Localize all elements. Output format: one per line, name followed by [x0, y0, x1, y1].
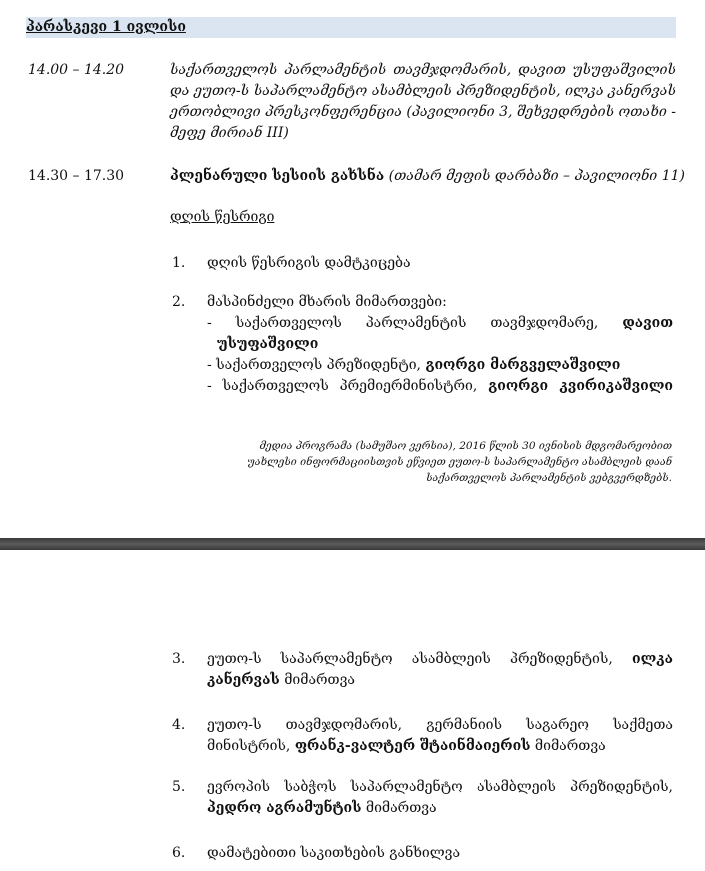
agenda-heading: დღის წესრიგი: [170, 209, 275, 225]
agenda-item-2-number: 2.: [172, 294, 186, 310]
agenda-item-3-number: 3.: [172, 651, 186, 667]
agenda-item-1-number: 1.: [172, 255, 186, 271]
media-note-line: მედია პროგრამა (სამუშაო ვერსია), 2016 წლის 30 ივნისის მდგომარეობით: [259, 440, 672, 452]
session-2-title: [170, 166, 685, 187]
agenda-item-5-text: ევროპის საბჭოს საპარლამენტო ასამბლეის პრეზიდენტის, პედრო აგრამუნტის მიმართვა: [207, 779, 673, 816]
page-separator: [0, 538, 705, 550]
agenda-item-6-text: დამატებითი საკითხების განხილვა: [207, 845, 461, 861]
agenda-item-2-sub-3: - საქართველოს პრემიერმინისტრი, გიორგი კვირიკაშვილი: [207, 378, 673, 394]
session-1-description: [170, 60, 676, 144]
session-2-venue: (თამარ მეფის დარბაზი – პავილიონი 11): [388, 168, 685, 184]
day-header-text: პარასკევი 1 ივლისი: [26, 19, 186, 35]
media-program-note: [200, 438, 672, 486]
media-note-line: საქართველოს პარლამენტის ვებგვერდზებს.: [426, 472, 672, 484]
agenda-item-3-text: ეუთო-ს საპარლამენტო ასამბლეის პრეზიდენტის, ილკა კანერვას მიმართვა: [207, 651, 673, 688]
agenda-item-1-text: დღის წესრიგის დამტკიცება: [207, 255, 411, 271]
agenda-item-2-sub-1-cont: უსუფაშვილი: [217, 336, 319, 352]
session-1-line: საქართველოს პარლამენტის თავმჯდომარის, დავით უსუფაშვილის: [170, 62, 676, 78]
session-1-line: და ეუთო-ს საპარლამენტო ასამბლეის პრეზიდენტის, ილკა კანერვას: [170, 83, 676, 99]
agenda-item-2-sublist: [207, 313, 673, 397]
agenda-item-2-sub-2: - საქართველოს პრეზიდენტი, გიორგი მარგველაშვილი: [207, 357, 621, 373]
day-header-bar: [26, 17, 676, 38]
session-2-title-bold: პლენარული სესიის გახსნა: [170, 168, 385, 184]
agenda-item-5-number: 5.: [172, 779, 186, 795]
agenda-item-2-text: მასპინძელი მხარის მიმართვები:: [207, 294, 447, 310]
session-1-line: ერთობლივი პრესკონფერენცია (პავილიონი 3, შეხვედრების ოთახი -: [170, 104, 677, 120]
agenda-item-6-number: 6.: [172, 845, 186, 861]
agenda-item-2-sub-1: - საქართველოს პარლამენტის თავმჯდომარე, დავით: [207, 315, 674, 331]
session-2-time: 14.30 – 17.30: [28, 168, 125, 184]
media-note-line: უახლესი ინფორმაციისთვის ეწვიეთ ეუთო-ს საპარლამენტო ასამბლეის დაან: [247, 456, 672, 468]
agenda-item-4-number: 4.: [172, 717, 186, 733]
session-1-time: 14.00 – 14.20: [28, 62, 125, 78]
agenda-item-4-text: ეუთო-ს თავმჯდომარის, გერმანიის საგარეო საქმეთა მინისტრის, ფრანკ-ვალტერ შტაინმაიერის მიმართვა: [207, 717, 673, 754]
document-page-2: [0, 550, 705, 871]
session-1-line: მეფე მირიან III): [170, 125, 289, 141]
